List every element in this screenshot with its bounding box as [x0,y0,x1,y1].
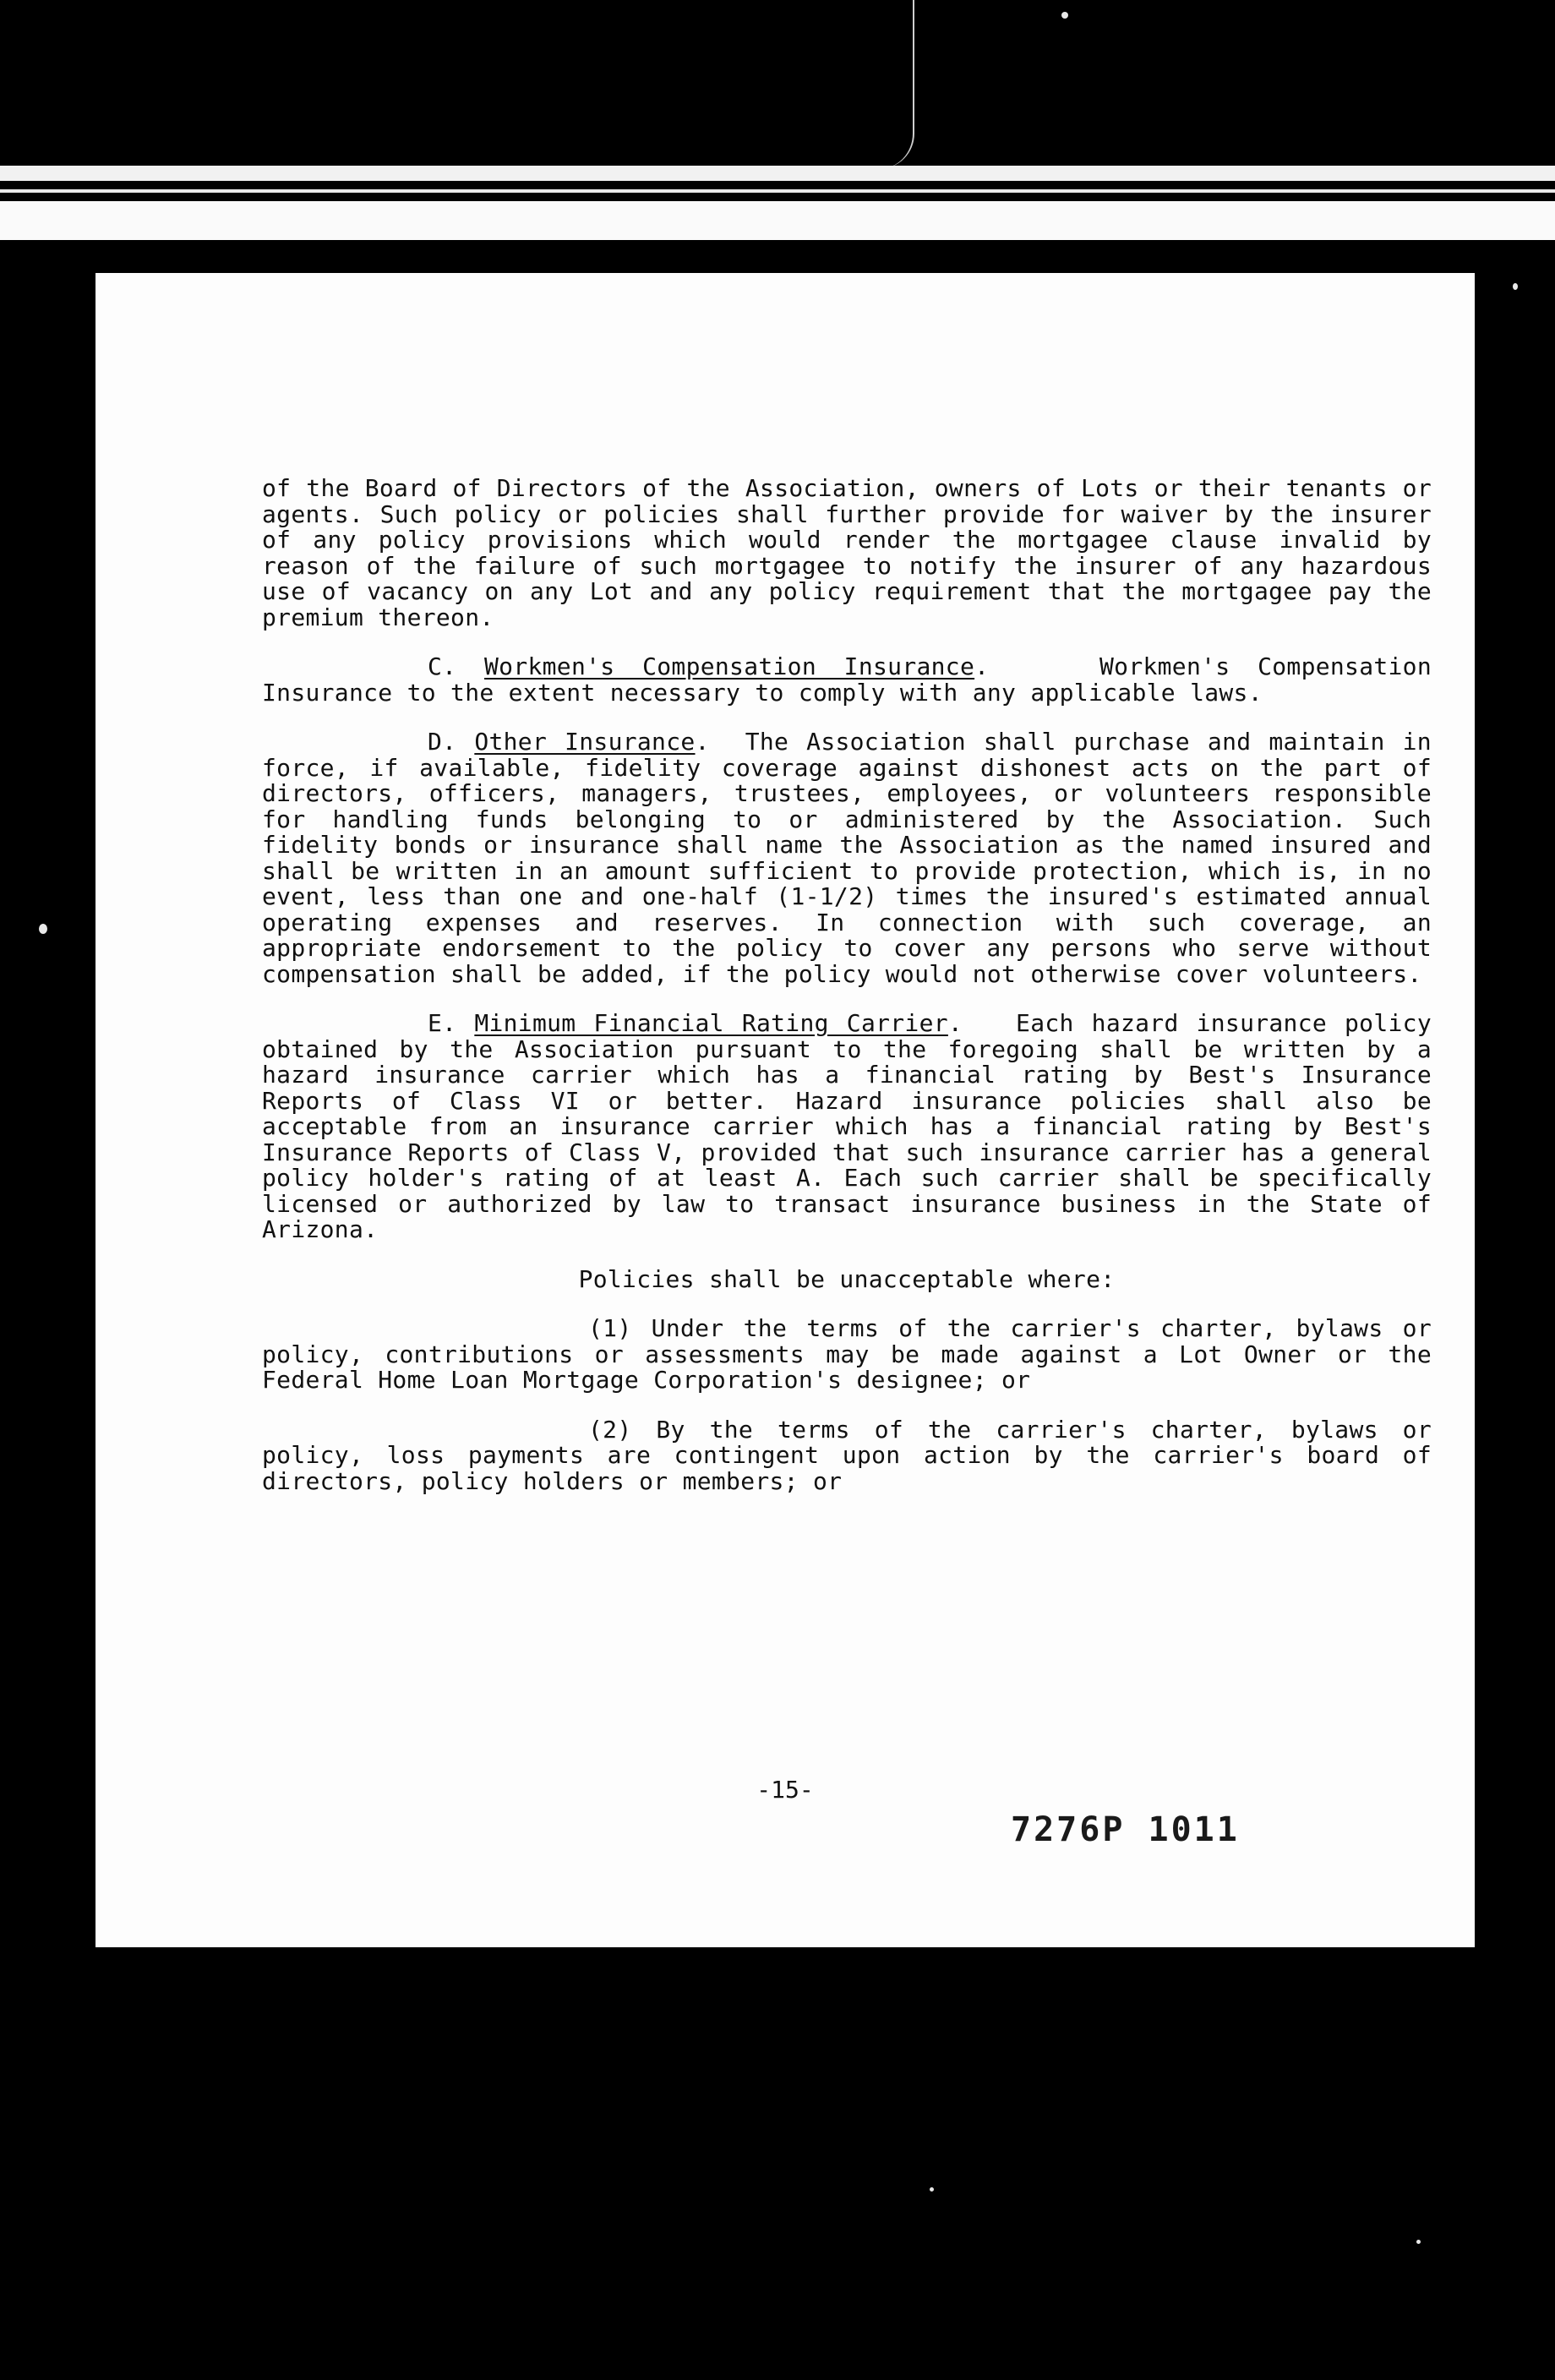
section-body: The Association shall purchase and maintain in force, if available, fidelity coverage against dishonest acts on the part of directors, officers, managers, trustees, employees, or volunteers responsible for handling funds belonging to or administered by the Association. Such fidelity bonds or insurance shall name the Association as the named insured and shall be written in an amount sufficient to provide protection, which is, in no event, less than one and one-half (1-1/2) times the insured's estimated annual operating expenses and reserves. In connection with such coverage, an appropriate endorsement to the policy to cover any persons who serve without compensation shall be added, if the policy would not otherwise cover volunteers. [262,728,1432,988]
scan-crease-mark [879,0,914,169]
scan-strip [0,201,1555,240]
section-letter: C. [428,652,457,680]
section-heading: Minimum Financial Rating Carrier [474,1009,948,1037]
record-stamp: 7276P 1011 [1011,1810,1240,1849]
section-letter: D. [428,728,457,756]
section-e: E. Minimum Financial Rating Carrier. Each hazard insurance policy obtained by the Association pursuant to the foregoing shall be written by a hazard insurance carrier which has a financial rating by Best's Insurance Reports of Class VI or better. Hazard insurance policies shall also be acceptable from an insurance carrier which has a financial rating by Best's Insurance Reports of Class V, provided that such insurance carrier has a general policy holder's rating of at least A. Each such carrier shall be specifically licensed or authorized by law to transact insurance business in the State of Arizona. [262,1009,1432,1243]
scan-speck [1416,2240,1421,2244]
clause-2: (2) By the terms of the carrier's charter, bylaws or policy, loss payments are contingent upon action by the carrier's board of directors, policy holders or members; or [262,1415,1432,1495]
unacceptable-intro: Policies shall be unacceptable where: [578,1264,1116,1293]
scan-strip [0,166,1555,181]
section-heading: Other Insurance [474,728,696,756]
page-number: -15- [756,1776,814,1804]
section-heading: Workmen's Compensation Insurance [484,652,975,680]
scanner-edge-band [0,166,1555,242]
scan-speck [1513,283,1518,290]
section-body: Each hazard insurance policy obtained by the Association pursuant to the foregoing shall be written by a hazard insurance carrier which has a financial rating by Best's Insurance Reports of Class VI or better. Hazard insurance policies shall also be acceptable from an insurance carrier which has a financial rating by Best's Insurance Reports of Class V, provided that such insurance carrier has a general policy holder's rating of at least A. Each such carrier shall be specifically licensed or authorized by law to transact insurance business in the State of Arizona. [262,1009,1432,1243]
section-c: C. Workmen's Compensation Insurance. Workmen's Compensation Insurance to the extent necessary to comply with any applicable laws. [262,652,1432,707]
scan-speck [39,924,47,934]
scan-speck [930,2187,934,2192]
section-d: D. Other Insurance. The Association shall purchase and maintain in force, if available, fidelity coverage against dishonest acts on the part of directors, officers, managers, trustees, employees, or volunteers responsible for handling funds belonging to or administered by the Association. Such fidelity bonds or insurance shall name the Association as the named insured and shall be written in an amount sufficient to provide protection, which is, in no event, less than one and one-half (1-1/2) times the insured's estimated annual operating expenses and reserves. In connection with such coverage, an appropriate endorsement to the policy to cover any persons who serve without compensation shall be added, if the policy would not otherwise cover volunteers. [262,728,1432,988]
clause-1: (1) Under the terms of the carrier's charter, bylaws or policy, contributions or assessments may be made against a Lot Owner or the Federal Home Loan Mortgage Corporation's designee; or [262,1314,1432,1394]
paragraph-continuation: of the Board of Directors of the Association, owners of Lots or their tenants or agents. Such policy or policies shall further provide for waiver by the insurer of any policy provisions which would render the mortgagee clause invalid by reason of the failure of such mortgagee to notify the insurer of any hazardous use of vacancy on any Lot and any policy requirement that the mortgagee pay the premium thereon. [262,474,1432,631]
scan-strip [0,189,1555,193]
document-body [262,476,1432,1494]
section-letter: E. [428,1009,457,1037]
scan-speck [1061,12,1068,19]
document-page [95,273,1475,1947]
section-body: Workmen's Compensation Insurance to the extent necessary to comply with any applicable laws. [262,652,1432,707]
